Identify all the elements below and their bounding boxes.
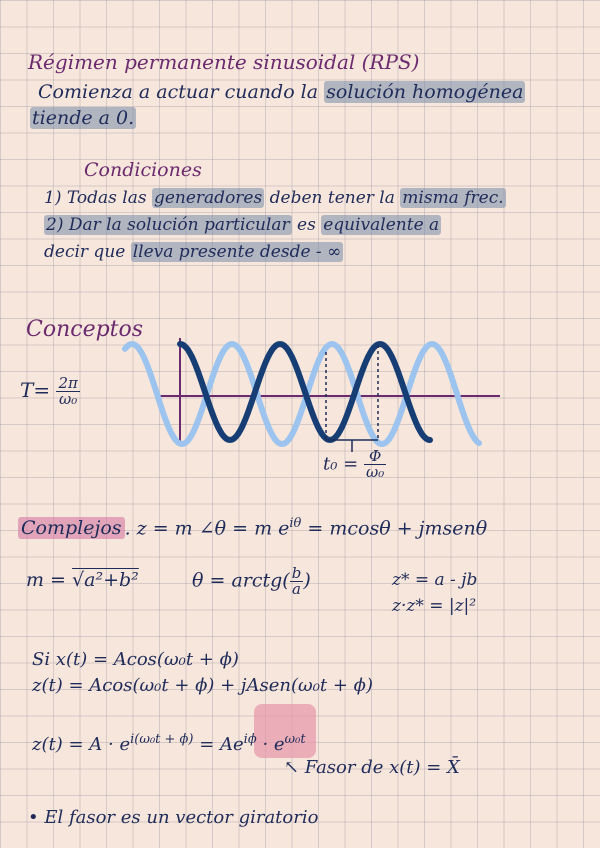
condition-1-highlight-a: generadores	[153, 188, 263, 208]
complex-label: Complejos	[18, 517, 125, 539]
period-denominator: ω₀	[59, 390, 78, 408]
intro-line	[38, 80, 525, 104]
phasor-line-3	[32, 728, 306, 757]
angle-denominator: a	[292, 580, 301, 598]
period-fraction	[56, 376, 79, 407]
complex-polar-exponent: iθ	[289, 516, 302, 531]
period-formula	[20, 376, 80, 407]
conjugate-formula: z* = a - jb	[392, 570, 478, 590]
condition-3	[44, 240, 343, 264]
period-numerator: 2π	[58, 374, 78, 392]
phasor-line-3-exponent-3: ω₀t	[284, 732, 306, 747]
modulus-formula	[26, 568, 139, 592]
phasor-line-3-a: z(t) = A · e	[32, 734, 131, 755]
phase-time-lhs: t₀ =	[323, 453, 359, 475]
phase-time-fraction	[364, 449, 386, 480]
period-lhs: T=	[20, 378, 51, 402]
phasor-annotation: ↖ Fasor de x(t) = X̄	[284, 757, 460, 778]
reference-wave	[180, 344, 430, 440]
angle-formula: θ = arctg( $\frac{b}{a}$ )	[192, 564, 311, 598]
condition-2-highlight-a: 2) Dar la solución particular	[46, 215, 290, 235]
page-title: Régimen permanente sinusoidal (RPS)	[28, 50, 420, 74]
phasor-line-3-c: · e	[262, 734, 285, 755]
intro-highlight: solución homogénea	[326, 81, 524, 103]
condition-2-highlight-b: equivalente a	[323, 215, 440, 235]
phasor-bullet: • El fasor es un vector giratorio	[28, 807, 319, 828]
intro-line-2	[30, 106, 136, 130]
complex-polar: . z = m ∠θ = m e	[124, 517, 290, 540]
condition-1-text-b: deben tener la	[269, 188, 395, 208]
phase-time-formula	[323, 449, 386, 480]
complex-polar-line	[18, 512, 487, 540]
phasor-line-2: z(t) = Acos(ω₀t + ϕ) + jAsen(ω₀t + ϕ)	[32, 675, 373, 696]
modulus-lhs: m =	[26, 569, 66, 591]
condition-3-text: decir que	[44, 242, 126, 262]
angle-numerator: b	[291, 564, 302, 582]
intro-text-a: Comienza a actuar cuando la	[38, 81, 319, 103]
phasor-line-3-b: = Ae	[199, 734, 244, 755]
condition-1-highlight-b: misma frec.	[402, 188, 504, 208]
condition-1	[44, 186, 506, 210]
condition-2-text: es	[297, 215, 316, 235]
phase-shifted-wave	[125, 344, 479, 444]
phasor-line-3-exponent-2: iϕ	[243, 732, 257, 747]
phasor-line-1: Si x(t) = Acos(ω₀t + ϕ)	[32, 649, 239, 670]
angle-lhs: θ = arctg	[192, 569, 283, 592]
condition-2	[44, 213, 441, 237]
concepts-heading: Conceptos	[26, 317, 144, 342]
phase-time-numerator: Φ	[364, 449, 386, 465]
condition-3-highlight: lleva presente desde - ∞	[132, 242, 342, 262]
angle-fraction	[290, 566, 304, 597]
complex-polar-rest: = mcosθ + jmsenθ	[307, 517, 488, 540]
modulus-squared-formula: z·z* = |z|²	[392, 596, 477, 616]
modulus-rhs: √a²+b²	[72, 569, 139, 591]
intro-text-b: tiende a 0.	[32, 107, 135, 129]
phase-time-denominator: ω₀	[366, 463, 385, 481]
phasor-line-3-exponent: i(ω₀t + ϕ)	[130, 732, 194, 747]
conditions-heading: Condiciones	[84, 159, 202, 181]
condition-1-text-a: 1) Todas las	[44, 188, 147, 208]
